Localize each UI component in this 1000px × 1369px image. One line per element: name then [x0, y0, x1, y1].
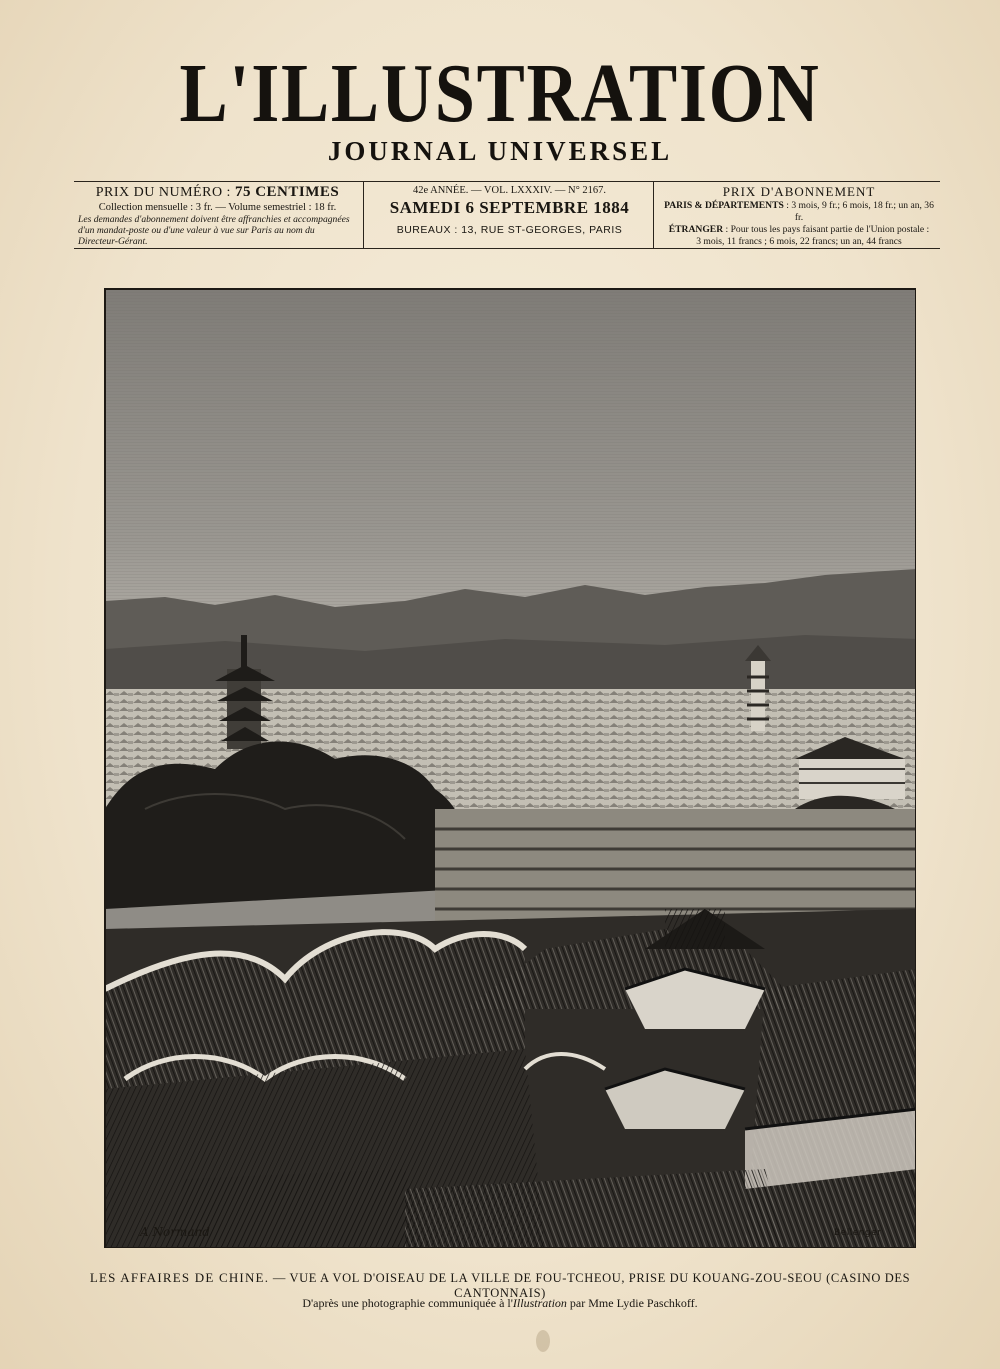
credit-prefix: D'après une photographie communiquée à l' — [302, 1296, 513, 1310]
etranger-label: ÉTRANGER — [668, 224, 724, 235]
masthead-title: L'ILLUSTRATION — [179, 47, 821, 140]
masthead-subtitle: JOURNAL UNIVERSEL — [327, 136, 673, 166]
issue-date: SAMEDI 6 SEPTEMBRE 1884 — [389, 198, 630, 217]
info-bar — [74, 181, 940, 249]
price-column — [74, 182, 364, 248]
subscription-column — [654, 182, 940, 248]
paris-rates — [660, 200, 938, 224]
office-address: BUREAUX : 13, RUE ST-GEORGES, PARIS — [396, 224, 623, 236]
caption-lead: LES AFFAIRES DE CHINE. — [89, 1270, 270, 1285]
credit-journal: Illustration — [512, 1296, 567, 1310]
collection-prices: Collection mensuelle : 3 fr. — Volume semestriel : 18 fr. — [98, 202, 337, 213]
caption-text: — VUE A VOL D'OISEAU DE LA VILLE DE FOU-TCHEOU, PRISE DU KOUANG-ZOU-SEOU (CASINO DES CANTONNAIS) — [269, 1271, 911, 1300]
photo-credit — [60, 1296, 940, 1311]
price-value: 75 CENTIMES — [234, 184, 340, 200]
etranger-intro-text: : Pour tous les pays faisant partie de l'Union postale : — [725, 224, 930, 235]
issue-number: 42e ANNÉE. — VOL. LXXXIV. — N° 2167. — [412, 185, 607, 196]
etranger-intro — [660, 224, 938, 236]
engraving-illustration — [104, 288, 916, 1248]
subscription-heading: PRIX D'ABONNEMENT — [722, 184, 876, 199]
credit-suffix: par Mme Lydie Paschkoff. — [566, 1296, 698, 1310]
engraving-scene — [105, 289, 916, 1248]
issue-price — [78, 184, 357, 201]
issue-column — [364, 182, 654, 248]
price-label: PRIX DU NUMÉRO : — [95, 185, 231, 200]
subscription-note: Les demandes d'abonnement doivent être affranchies et accompagnées d'un mandat-poste ou d'une valeur à vue sur Paris au nom du Directeur-Gérant. — [78, 214, 350, 247]
engraver-signature-right: Bellenger — [834, 1228, 882, 1238]
paris-label: PARIS & DÉPARTEMENTS — [664, 200, 784, 211]
etranger-rates: 3 mois, 11 francs ; 6 mois, 22 francs; un an, 44 francs — [696, 236, 902, 247]
paris-rates-text: : 3 mois, 9 fr.; 6 mois, 18 fr.; un an, 36 fr. — [786, 200, 934, 223]
engraver-signature: A Normand — [140, 1225, 210, 1239]
paper-stain — [536, 1330, 550, 1352]
